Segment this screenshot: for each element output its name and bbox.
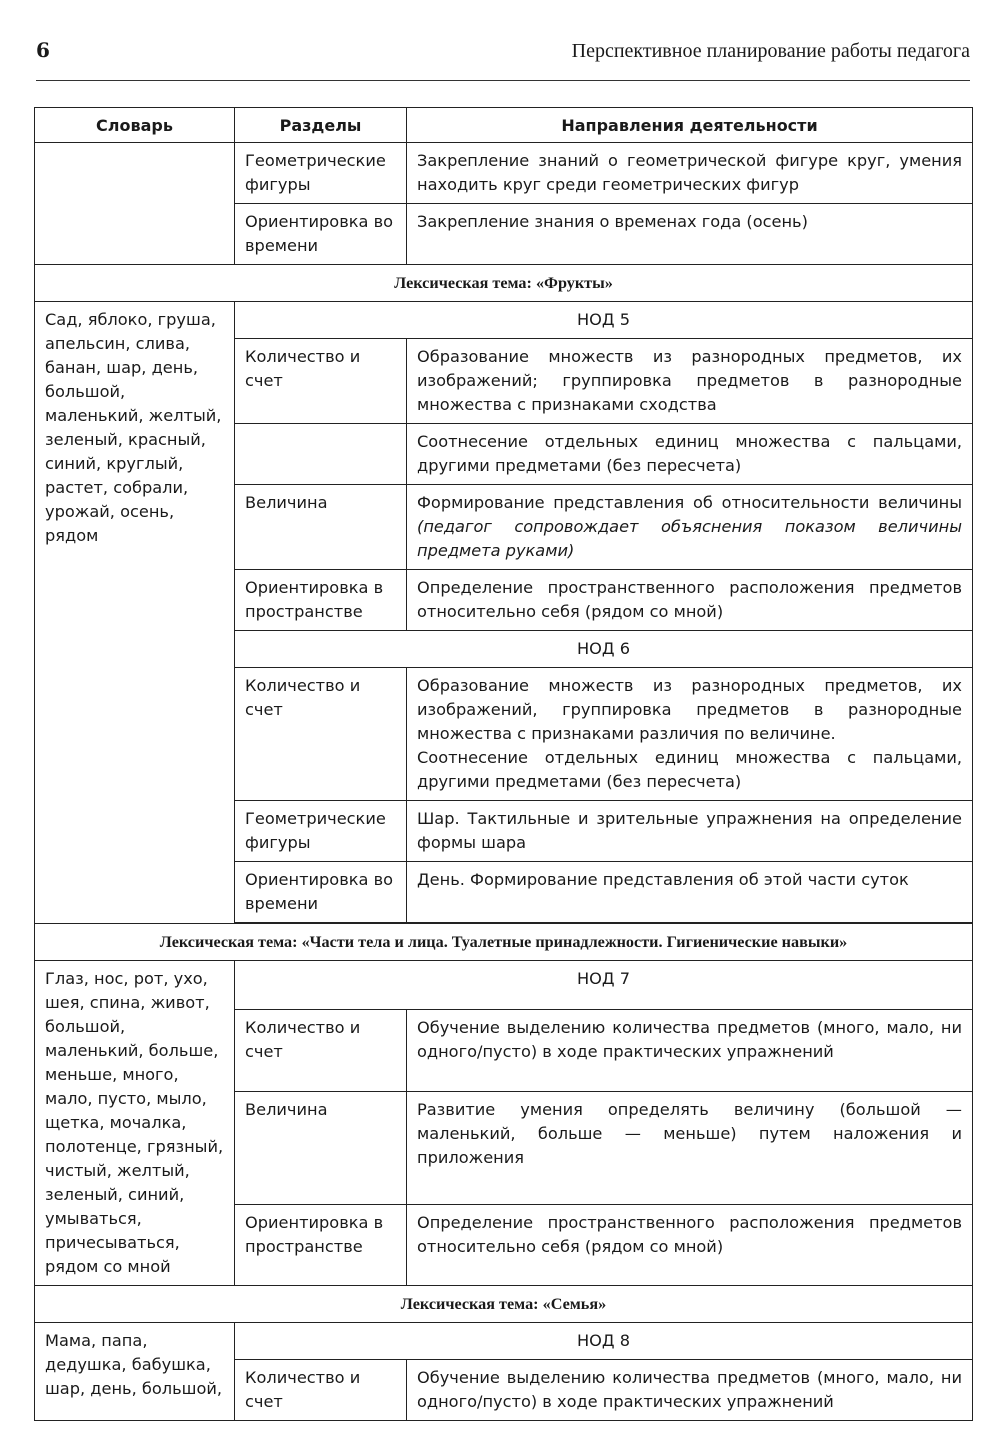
direction-cell: Определение пространственного расположения предметов относительно себя (рядом со мной) [407,1204,973,1285]
section-cell: Ориентировка в пространстве [235,570,407,631]
vocabulary-cell: Мама, папа, дедушка, бабушка, шар, день, большой, [35,1323,235,1421]
direction-cell: Определение пространственного расположения предметов относительно себя (рядом со мной) [407,570,973,631]
vocabulary-cell: Глаз, нос, рот, ухо, шея, спина, живот, большой, маленький, больше, меньше, много, мало, пусто, мыло, щетка, мочалка, полотенце, грязный, чистый, желтый, зеленый, синий, умываться, причесываться, рядом со мной [35,961,235,1286]
table-header-row [35,108,973,143]
section-cell: Геометрические фигуры [235,801,407,862]
section-cell [235,424,407,485]
direction-cell: Развитие умения определять величину (большой — маленький, больше — меньше) путем наложения и приложения [407,1091,973,1204]
section-cell: Количество и счет [235,1360,407,1421]
topic-row [35,265,973,302]
planning-table [34,107,973,1421]
direction-cell: Закрепление знания о временах года (осень) [407,204,973,265]
direction-cell: Шар. Тактильные и зрительные упражнения на определение формы шара [407,801,973,862]
direction-extra: Соотнесение отдельных единиц множества с пальцами, другими предметами (без пересчета) [417,748,962,791]
section-cell: Величина [235,1091,407,1204]
direction-cell [407,485,973,570]
section-cell: Ориентировка во времени [235,862,407,923]
direction-cell: Соотнесение отдельных единиц множества с пальцами, другими предметами (без пересчета) [407,424,973,485]
nod-label: НОД 5 [235,302,973,339]
header-rule [36,80,970,81]
nod-label: НОД 7 [235,961,973,1010]
vocabulary-cell: Сад, яблоко, груша, апельсин, слива, банан, шар, день, большой, маленький, желтый, зеленый, красный, синий, круглый, растет, собрали, урожай, осень, рядом [35,302,235,924]
page-number: 6 [36,38,50,62]
direction-cell: Обучение выделению количества предметов (много, мало, ни одного/пусто) в ходе практических упражнений [407,1360,973,1421]
section-cell: Количество и счет [235,1010,407,1091]
section-cell: Количество и счет [235,668,407,801]
nod-label: НОД 8 [235,1323,973,1360]
topic-row [35,1286,973,1323]
vocabulary-cell-empty [35,143,235,265]
section-cell: Ориентировка в пространстве [235,1204,407,1285]
direction-text: Образование множеств из разнородных предметов, их изображений, группировка предметов в разнородные множества с признаками различия по величине. [417,676,962,743]
column-header-vocabulary: Словарь [35,108,235,143]
direction-text: Формирование представления об относительности величины [417,493,962,512]
topic-row [35,924,973,961]
table-row [35,961,973,1010]
column-header-sections: Разделы [235,108,407,143]
column-header-directions: Направления деятельности [407,108,973,143]
topic-title: Лексическая тема: «Семья» [35,1286,973,1323]
direction-note: (педагог сопровождает объяснения показом величины предмета руками) [417,517,962,560]
page-header [36,38,970,68]
section-cell: Величина [235,485,407,570]
table-row [35,1323,973,1360]
direction-cell: Обучение выделению количества предметов (много, мало, ни одного/пусто) в ходе практических упражнений [407,1010,973,1091]
direction-cell [407,668,973,801]
section-cell: Геометрические фигуры [235,143,407,204]
topic-title: Лексическая тема: «Фрукты» [35,265,973,302]
direction-cell: День. Формирование представления об этой части суток [407,862,973,923]
section-cell: Количество и счет [235,339,407,424]
direction-cell: Образование множеств из разнородных предметов, их изображений; группировка предметов в разнородные множества с признаками сходства [407,339,973,424]
table-row [35,143,973,204]
topic-title: Лексическая тема: «Части тела и лица. Туалетные принадлежности. Гигиенические навыки» [35,924,973,961]
direction-cell: Закрепление знаний о геометрической фигуре круг, умения находить круг среди геометрических фигур [407,143,973,204]
nod-label: НОД 6 [235,631,973,668]
table-row [35,302,973,339]
running-title: Перспективное планирование работы педагога [571,40,970,62]
section-cell: Ориентировка во времени [235,204,407,265]
